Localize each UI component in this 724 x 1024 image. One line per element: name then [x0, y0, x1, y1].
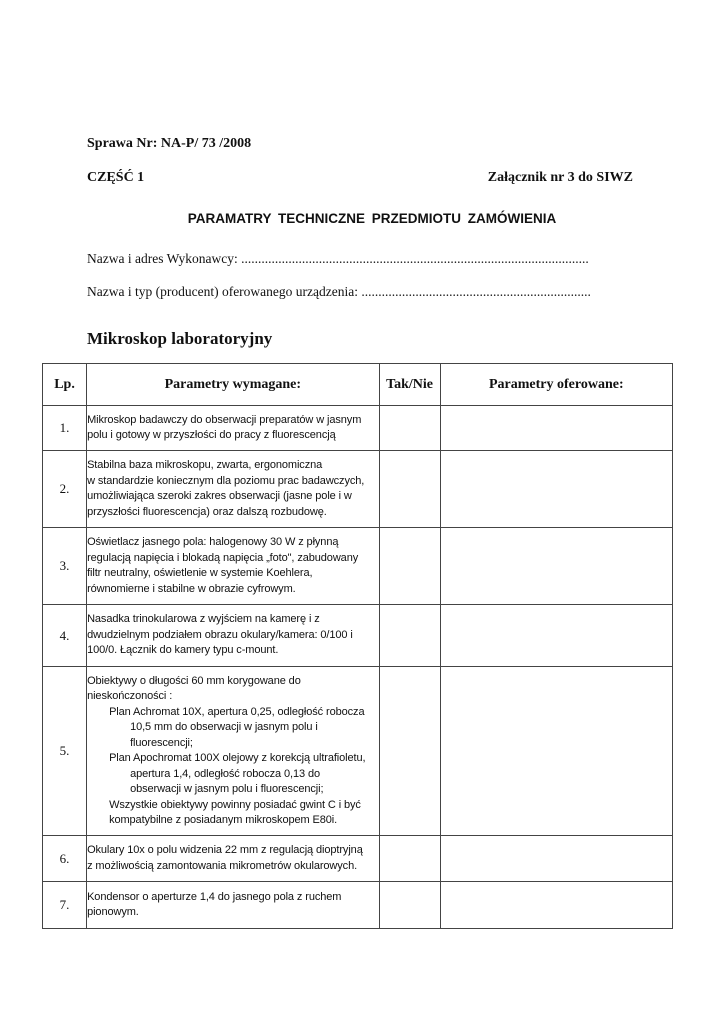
offered-parameter-cell[interactable] [440, 528, 672, 605]
device-field: Nazwa i typ (producent) oferowanego urządzenia: .................................................................... [87, 284, 591, 299]
section-heading: Mikroskop laboratoryjny [87, 329, 273, 348]
parameter-line: przyszłości fluorescencja) oraz dalszą rozbudowę. [87, 505, 327, 518]
parameter-line: regulacją napięcia i blokadą napięcia „foto", zabudowany [87, 551, 359, 564]
parameter-line: 10,5 mm do obserwacji w jasnym polu i [130, 721, 318, 733]
parameter-line: Oświetlacz jasnego pola: halogenowy 30 W z płynną [87, 536, 339, 548]
parameter-line: polu i gotowy w przyszłości do pracy z fluorescencją [87, 429, 336, 441]
parameter-line: Wszystkie obiektywy powinny posiadać gwint C i być [109, 798, 361, 811]
parameter-line: Stabilna baza mikroskopu, zwarta, ergonomiczna [87, 459, 323, 471]
offered-parameter-cell[interactable] [440, 451, 672, 528]
parameter-line: Nasadka trinokularowa z wyjściem na kamerę i z [87, 613, 320, 626]
parameter-line: Kondensor o aperturze 1,4 do jasnego pola z ruchem [87, 890, 342, 903]
yes-no-cell[interactable] [379, 451, 440, 528]
parameter-line: Mikroskop badawczy do obserwacji preparatów w jasnym [87, 413, 362, 426]
table-row [43, 836, 673, 882]
table-header-row [43, 364, 673, 406]
table-row [43, 605, 673, 667]
yes-no-cell[interactable] [379, 882, 440, 929]
required-parameter [87, 836, 379, 882]
parameter-line: filtr neutralny, oświetlenie w systemie Koehlera, [87, 567, 313, 579]
document-title: PARAMATRY TECHNICZNE PRZEDMIOTU ZAMÓWIENIA [187, 211, 557, 226]
parameter-line: umożliwiająca szeroki zakres obserwacji (jasne pole i w [87, 490, 352, 502]
required-parameter [87, 667, 379, 836]
required-parameter [87, 451, 379, 528]
offered-parameter-cell[interactable] [440, 667, 672, 836]
attachment-label: Załącznik nr 3 do SIWZ [487, 170, 633, 185]
parameter-line: obserwacji w jasnym polu i fluorescencji; [130, 783, 324, 795]
table-row [43, 667, 673, 836]
parameter-line: w standardzie koniecznym dla poziomu prac badawczych, [87, 474, 365, 487]
offered-parameter-cell[interactable] [440, 836, 672, 882]
parameter-line: Plan Apochromat 100X olejowy z korekcją ultrafioletu, [109, 752, 366, 764]
parameter-line: Okulary 10x o polu widzenia 22 mm z regulacją dioptryjną [87, 844, 363, 856]
header-required: Parametry wymagane: [87, 364, 379, 406]
parameter-line: dwudzielnym podziałem obrazu okulary/kamera: 0/100 i [87, 628, 353, 641]
parameter-line: Plan Achromat 10X, apertura 0,25, odległość robocza [109, 705, 365, 718]
header-offered: Parametry oferowane: [440, 364, 672, 406]
row-number: 1. [43, 406, 87, 451]
header-lp: Lp. [43, 364, 87, 406]
table-row [43, 882, 673, 929]
contractor-field: Nazwa i adres Wykonawcy: ....................................................................................................... [87, 251, 589, 266]
offered-parameter-cell[interactable] [440, 605, 672, 667]
parameter-line: pionowym. [87, 906, 139, 918]
header-yes-no: Tak/Nie [379, 364, 440, 406]
offered-parameter-cell[interactable] [440, 882, 672, 929]
row-number: 3. [43, 528, 87, 605]
parameter-line: 100/0. Łącznik do kamery typu c-mount. [87, 644, 279, 657]
offered-parameter-cell[interactable] [440, 406, 672, 451]
required-parameter [87, 528, 379, 605]
parameter-line: apertura 1,4, odległość robocza 0,13 do [130, 767, 321, 780]
row-number: 5. [43, 667, 87, 836]
yes-no-cell[interactable] [379, 605, 440, 667]
required-parameter [87, 605, 379, 667]
row-number: 7. [43, 882, 87, 929]
yes-no-cell[interactable] [379, 836, 440, 882]
case-number: Sprawa Nr: NA-P/ 73 /2008 [87, 136, 252, 151]
parameters-table [42, 363, 673, 929]
table-row [43, 451, 673, 528]
parameter-line: z możliwością zamontowania mikrometrów okularowych. [87, 859, 358, 872]
table-row [43, 528, 673, 605]
parameter-line: fluorescencji; [130, 736, 193, 749]
parameter-line: Obiektywy o długości 60 mm korygowane do [87, 674, 301, 687]
row-number: 4. [43, 605, 87, 667]
row-number: 2. [43, 451, 87, 528]
parameter-line: nieskończoności : [87, 690, 173, 702]
required-parameter [87, 882, 379, 929]
part-label: CZĘŚĆ 1 [87, 170, 145, 185]
parameter-line: równomierne i stabilne w obrazie cyfrowym. [87, 582, 296, 595]
required-parameter [87, 406, 379, 451]
yes-no-cell[interactable] [379, 528, 440, 605]
yes-no-cell[interactable] [379, 667, 440, 836]
row-number: 6. [43, 836, 87, 882]
table-row [43, 406, 673, 451]
yes-no-cell[interactable] [379, 406, 440, 451]
parameter-line: kompatybilne z posiadanym mikroskopem E80i. [109, 814, 338, 826]
